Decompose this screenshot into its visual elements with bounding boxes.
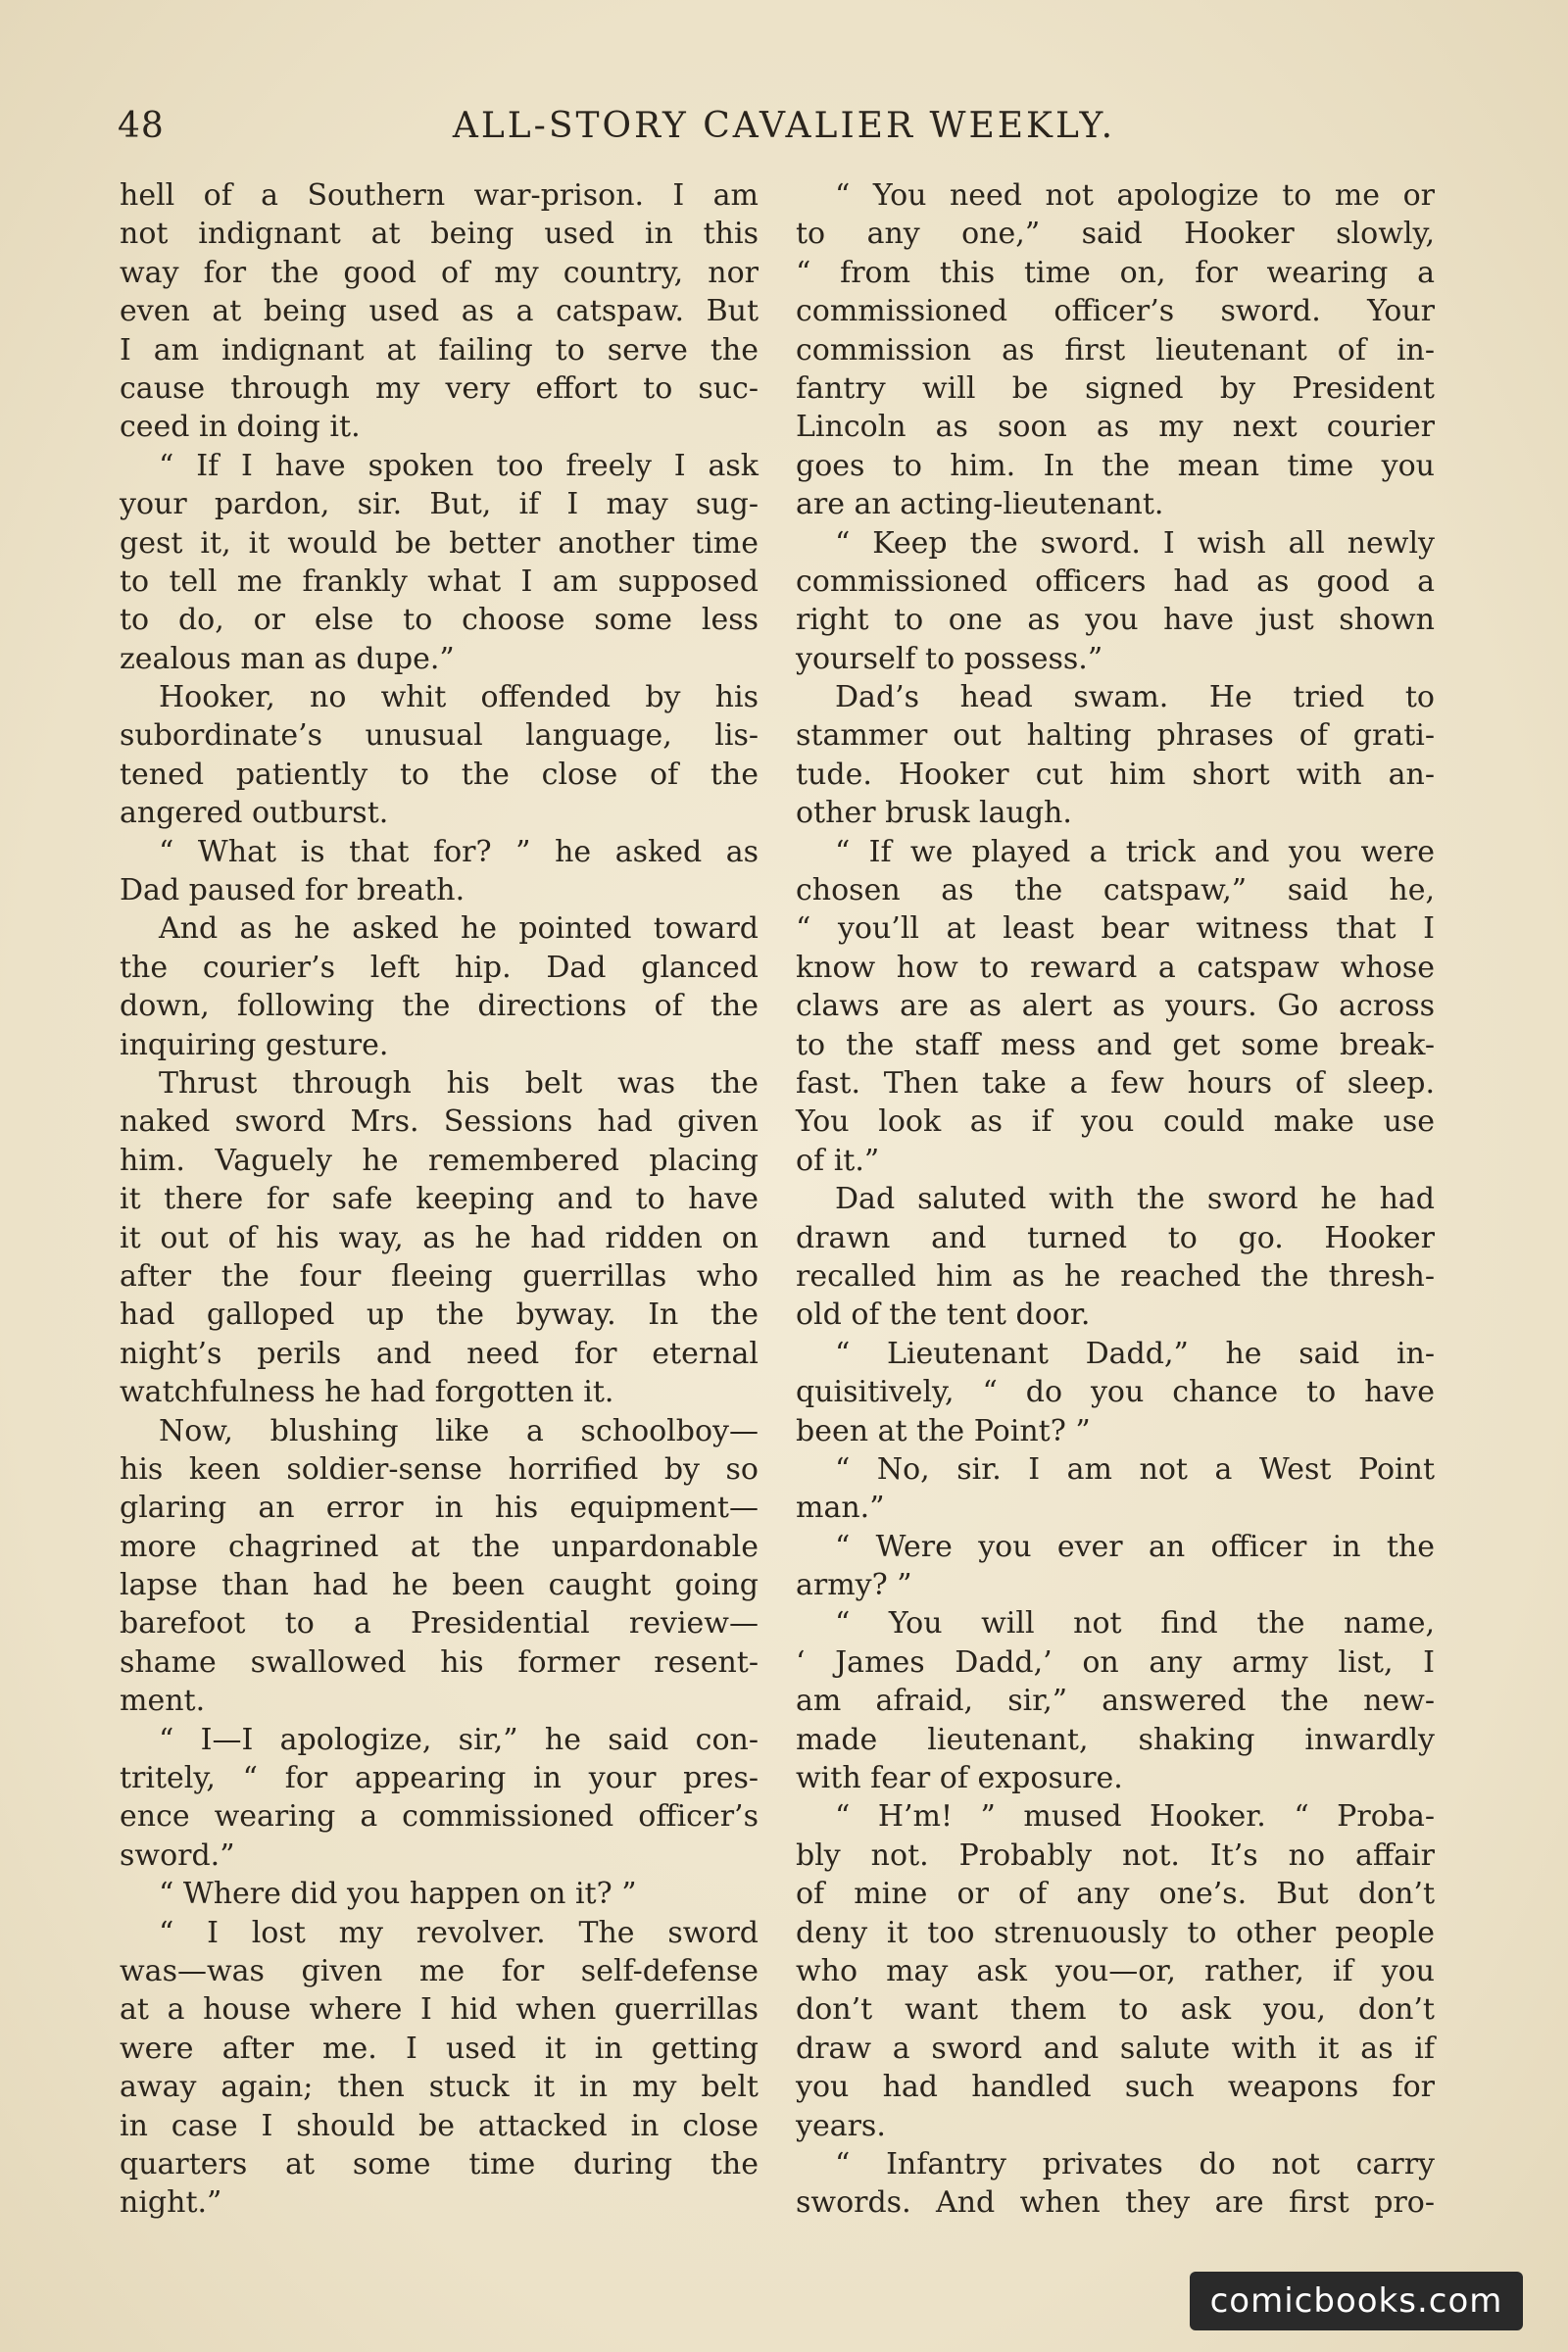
text-line: were after me. I used it in getting <box>120 2031 759 2066</box>
text-line: man.” <box>796 1491 885 1526</box>
text-line: old of the tent door. <box>796 1298 1091 1333</box>
text-line: zealous man as dupe.” <box>120 641 455 676</box>
text-line: night’s perils and need for eternal <box>120 1336 759 1371</box>
text-line: drawn and turned to go. Hooker <box>796 1220 1435 1255</box>
text-line: of mine or of any one’s. But don’t <box>796 1877 1435 1912</box>
text-line: tude. Hooker cut him short with an- <box>796 757 1435 792</box>
text-line: to any one,” said Hooker slowly, <box>796 217 1435 252</box>
text-line: ceed in doing it. <box>120 410 361 445</box>
text-line: you had handled such weapons for <box>796 2070 1435 2105</box>
text-line: know how to reward a catspaw whose <box>796 950 1435 985</box>
text-line: “ Keep the sword. I wish all newly <box>835 525 1435 561</box>
right-text-column <box>796 176 1435 2223</box>
text-line: night.” <box>120 2185 222 2221</box>
text-line: Hooker, no whit offended by his <box>159 680 759 715</box>
text-line: right to one as you have just shown <box>796 603 1435 638</box>
text-line: angered outburst. <box>120 796 389 831</box>
text-line: chosen as the catspaw,” said he, <box>796 873 1435 908</box>
text-line: not indignant at being used in this <box>120 217 759 252</box>
text-line: swords. And when they are first pro- <box>796 2185 1435 2221</box>
text-line: been at the Point? ” <box>796 1413 1091 1448</box>
text-line: don’t want them to ask you, don’t <box>796 1992 1435 2028</box>
text-line: “ I lost my revolver. The sword <box>159 1915 759 1950</box>
text-line: Now, blushing like a schoolboy— <box>159 1413 759 1448</box>
text-line: bly not. Probably not. It’s no affair <box>796 1838 1435 1873</box>
text-line: down, following the directions of the <box>120 989 759 1024</box>
text-line: “ H’m! ” mused Hooker. “ Proba- <box>835 1799 1435 1835</box>
text-line: even at being used as a catspaw. But <box>120 294 759 329</box>
text-line: And as he asked he pointed toward <box>159 911 759 947</box>
text-line: at a house where I hid when guerrillas <box>120 1992 759 2028</box>
text-line: naked sword Mrs. Sessions had given <box>120 1104 759 1140</box>
text-line: tritely, “ for appearing in your pres- <box>120 1761 759 1796</box>
text-line: the courier’s left hip. Dad glanced <box>120 950 759 985</box>
text-line: commission as first lieutenant of in- <box>796 332 1435 368</box>
text-line: “ What is that for? ” he asked as <box>159 834 759 869</box>
text-line: ment. <box>120 1684 206 1719</box>
text-line: quarters at some time during the <box>120 2146 759 2181</box>
text-line: with fear of exposure. <box>796 1761 1123 1796</box>
text-line: commissioned officers had as good a <box>796 564 1435 599</box>
text-line: made lieutenant, shaking inwardly <box>796 1722 1435 1757</box>
text-line: subordinate’s unusual language, lis- <box>120 718 759 754</box>
page-number: 48 <box>118 106 165 146</box>
text-line: ‘ James Dadd,’ on any army list, I <box>796 1644 1435 1680</box>
text-line: tened patiently to the close of the <box>120 757 759 792</box>
text-line: “ No, sir. I am not a West Point <box>835 1451 1435 1487</box>
text-line: “ You need not apologize to me or <box>835 178 1435 213</box>
text-line: Dad’s head swam. He tried to <box>835 680 1435 715</box>
text-line: to do, or else to choose some less <box>120 603 759 638</box>
text-line: in case I should be attacked in close <box>120 2108 759 2143</box>
text-line: deny it too strenuously to other people <box>796 1915 1435 1950</box>
text-line: fantry will be signed by President <box>796 370 1435 406</box>
text-line: army? ” <box>796 1568 912 1603</box>
text-line: his keen soldier-sense horrified by so <box>120 1451 759 1487</box>
text-line: it there for safe keeping and to have <box>120 1182 759 1217</box>
text-line: “ from this time on, for wearing a <box>796 255 1435 290</box>
text-line: You look as if you could make use <box>796 1104 1435 1140</box>
text-line: who may ask you—or, rather, if you <box>796 1953 1435 1988</box>
text-line: away again; then stuck it in my belt <box>120 2070 759 2105</box>
left-text-column <box>120 176 759 2223</box>
text-line: of it.” <box>796 1143 880 1178</box>
text-line: barefoot to a Presidential review— <box>120 1606 759 1642</box>
text-line: “ If we played a trick and you were <box>835 834 1435 869</box>
text-line: “ If I have spoken too freely I ask <box>159 448 759 483</box>
text-line: “ Infantry privates do not carry <box>835 2146 1435 2181</box>
text-line: was—was given me for self-defense <box>120 1953 759 1988</box>
text-line: ence wearing a commissioned officer’s <box>120 1799 759 1835</box>
text-line: I am indignant at failing to serve the <box>120 332 759 368</box>
text-line: inquiring gesture. <box>120 1027 389 1062</box>
text-line: stammer out halting phrases of grati- <box>796 718 1435 754</box>
running-title: ALL-STORY CAVALIER WEEKLY. <box>452 106 1116 146</box>
text-line: more chagrined at the unpardonable <box>120 1529 759 1564</box>
text-line: “ you’ll at least bear witness that I <box>796 911 1435 947</box>
text-line: shame swallowed his former resent- <box>120 1644 759 1680</box>
text-line: way for the good of my country, nor <box>120 255 759 290</box>
text-line: draw a sword and salute with it as if <box>796 2031 1435 2066</box>
text-line: commissioned officer’s sword. Your <box>796 294 1435 329</box>
text-line: “ Were you ever an officer in the <box>835 1529 1435 1564</box>
text-line: glaring an error in his equipment— <box>120 1491 759 1526</box>
text-line: to tell me frankly what I am supposed <box>120 564 759 599</box>
text-line: lapse than had he been caught going <box>120 1568 759 1603</box>
text-line: Dad paused for breath. <box>120 873 466 908</box>
text-line: years. <box>796 2108 886 2143</box>
text-line: sword.” <box>120 1838 235 1873</box>
text-line: it out of his way, as he had ridden on <box>120 1220 759 1255</box>
text-line: your pardon, sir. But, if I may sug- <box>120 487 759 522</box>
text-line: to the staff mess and get some break- <box>796 1027 1435 1062</box>
text-line: recalled him as he reached the thresh- <box>796 1258 1435 1294</box>
text-line: Thrust through his belt was the <box>159 1065 759 1101</box>
text-line: him. Vaguely he remembered placing <box>120 1143 759 1178</box>
text-line: gest it, it would be better another time <box>120 525 759 561</box>
text-line: yourself to possess.” <box>796 641 1103 676</box>
text-line: goes to him. In the mean time you <box>796 448 1435 483</box>
text-line: Dad saluted with the sword he had <box>835 1182 1435 1217</box>
text-line: claws are as alert as yours. Go across <box>796 989 1435 1024</box>
text-line: fast. Then take a few hours of sleep. <box>796 1065 1435 1101</box>
site-watermark: comicbooks.com <box>1190 2272 1523 2330</box>
text-line: after the four fleeing guerrillas who <box>120 1258 759 1294</box>
text-line: “ Where did you happen on it? ” <box>159 1877 637 1912</box>
text-line: am afraid, sir,” answered the new- <box>796 1684 1435 1719</box>
text-line: are an acting-lieutenant. <box>796 487 1164 522</box>
text-line: “ Lieutenant Dadd,” he said in- <box>835 1336 1435 1371</box>
page-header <box>118 106 1450 165</box>
text-line: watchfulness he had forgotten it. <box>120 1375 614 1410</box>
text-line: other brusk laugh. <box>796 796 1072 831</box>
text-line: quisitively, “ do you chance to have <box>796 1375 1435 1410</box>
text-line: cause through my very effort to suc- <box>120 370 759 406</box>
text-line: “ You will not find the name, <box>835 1606 1435 1642</box>
text-line: “ I—I apologize, sir,” he said con- <box>159 1722 759 1757</box>
text-line: Lincoln as soon as my next courier <box>796 410 1435 445</box>
text-line: hell of a Southern war-prison. I am <box>120 178 759 213</box>
text-line: had galloped up the byway. In the <box>120 1298 759 1333</box>
